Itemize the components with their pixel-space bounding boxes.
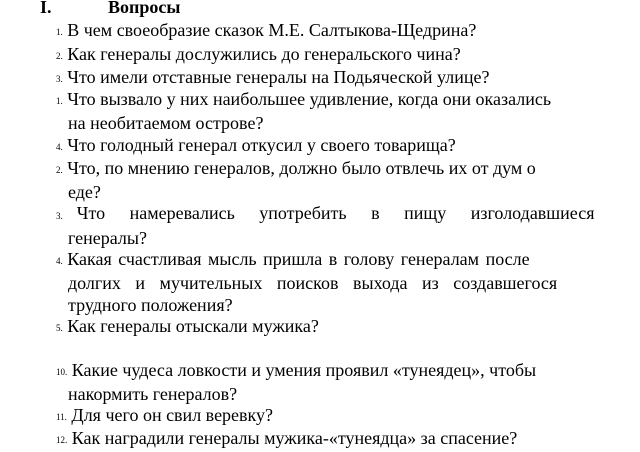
question-number: 2.	[56, 51, 63, 61]
question-text: Что вызвало у них наибольшее удивление, когда они оказались	[67, 89, 552, 109]
question-item	[56, 427, 601, 451]
question-item	[56, 202, 601, 249]
question-text-continued: еде?	[68, 182, 101, 202]
question-text-continued: генералы?	[68, 228, 147, 248]
question-item	[56, 359, 601, 405]
question-text-continued: трудного положения?	[68, 295, 233, 315]
question-text: Что намеревались употребить в пищу изголодавшиеся	[76, 203, 595, 223]
question-item	[56, 248, 601, 316]
question-item	[56, 43, 601, 67]
question-number: 4.	[56, 256, 63, 266]
question-number: 2.	[56, 165, 63, 175]
question-number: 1.	[56, 96, 63, 106]
section-heading	[40, 0, 180, 18]
question-item	[56, 19, 601, 43]
section-title: Вопросы	[108, 0, 181, 17]
question-number: 11.	[56, 412, 67, 422]
question-text: Какие чудеса ловкости и умения проявил «тунеядец», чтобы	[71, 360, 537, 380]
question-text: Что имели отставные генералы на Подьяческой улице?	[67, 67, 490, 87]
question-number: 12.	[56, 435, 68, 445]
question-number: 4.	[56, 142, 63, 152]
question-item	[56, 404, 601, 428]
question-item	[56, 66, 601, 90]
question-number: 10.	[56, 367, 68, 377]
question-text: Как генералы отыскали мужика?	[67, 316, 319, 336]
question-text: Как наградили генералы мужика-«тунеядца» за спасение?	[71, 428, 518, 448]
question-text: В чем своеобразие сказок М.Е. Салтыкова-Щедрина?	[67, 20, 477, 40]
question-item	[56, 134, 601, 158]
question-number: 5.	[56, 323, 63, 333]
question-text: Для чего он свил веревку?	[71, 405, 274, 425]
question-number: 3.	[56, 74, 63, 84]
question-number: 3.	[56, 211, 63, 221]
question-text-continued: накормить генералов?	[68, 384, 238, 404]
section-number: I.	[40, 0, 52, 17]
question-text-continued: долгих и мучительных поисков выхода из создавшегося	[68, 273, 558, 293]
question-text: Что голодный генерал откусил у своего товарища?	[67, 135, 456, 155]
question-item	[56, 157, 601, 203]
question-text: Что, по мнению генералов, должно было отвлечь их от дум о	[67, 158, 536, 178]
question-text: Какая счастливая мысль пришла в голову генералам после	[67, 249, 530, 269]
question-item	[56, 315, 601, 339]
question-item	[56, 88, 601, 134]
question-text: Как генералы дослужились до генеральского чина?	[67, 44, 461, 64]
question-number: 1.	[56, 27, 63, 37]
question-text-continued: на необитаемом острове?	[68, 113, 264, 133]
